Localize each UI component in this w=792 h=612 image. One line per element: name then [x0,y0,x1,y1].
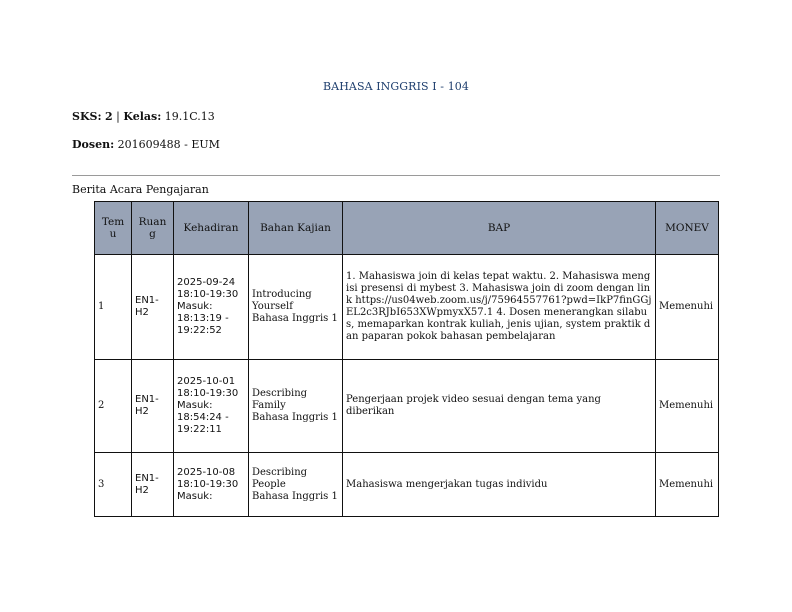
cell-bap: Pengerjaan projek video sesuai dengan tema yang diberikan [343,360,656,453]
kehadiran-masuk-start: 18:13:19 - [177,313,229,324]
cell-ruang: EN1-H2 [132,453,174,517]
bahan-line: Describing [252,466,308,478]
bap-table [94,201,719,517]
section-label: Berita Acara Pengajaran [72,183,209,196]
bahan-line: Introducing [252,289,312,300]
cell-kehadiran [174,255,249,360]
cell-temu: 3 [95,453,132,517]
dosen-value: 201609488 - EUM [117,138,220,151]
cell-kehadiran [174,453,249,517]
cell-bap: Mahasiswa mengerjakan tugas individu [343,453,656,517]
cell-monev: Memenuhi [656,360,719,453]
sks-value: 2 [105,110,113,123]
cell-ruang: EN1-H2 [132,360,174,453]
kehadiran-masuk-label: Masuk: [177,301,213,312]
kelas-value: 19.1C.13 [164,110,215,123]
kehadiran-masuk-start: 18:54:24 - [177,412,229,423]
header-bap: BAP [343,202,656,255]
header-temu: Tem u [95,202,132,255]
kehadiran-date: 2025-10-08 [177,466,236,478]
cell-bahan-kajian [249,360,343,453]
cell-monev: Memenuhi [656,255,719,360]
kelas-label: Kelas: [123,110,162,123]
cell-temu: 2 [95,360,132,453]
bahan-line: Yourself [252,301,293,312]
sks-separator: | [112,110,124,123]
kehadiran-time: 18:10-19:30 [177,289,239,300]
cell-bahan-kajian [249,255,343,360]
cell-monev: Memenuhi [656,453,719,517]
cell-ruang: EN1-H2 [132,255,174,360]
cell-kehadiran [174,360,249,453]
table-row [95,360,719,453]
bahan-line: People [252,478,286,490]
dosen-line [72,138,220,151]
sks-kelas-line [72,110,215,123]
dosen-label: Dosen: [72,138,115,151]
kehadiran-date: 2025-09-24 [177,277,236,288]
header-ruang: Ruan g [132,202,174,255]
bahan-line: Describing [252,388,308,399]
header-bahan-kajian: Bahan Kajian [249,202,343,255]
kehadiran-time: 18:10-19:30 [177,478,239,490]
header-kehadiran: Kehadiran [174,202,249,255]
bahan-line: Bahasa Inggris 1 [252,412,338,423]
header-monev: MONEV [656,202,719,255]
table-row [95,453,719,517]
bahan-line: Bahasa Inggris 1 [252,490,338,502]
kehadiran-time: 18:10-19:30 [177,388,239,399]
kehadiran-masuk-end: 19:22:11 [177,424,222,435]
kehadiran-date: 2025-10-01 [177,376,236,387]
table-row [95,255,719,360]
bahan-line: Bahasa Inggris 1 [252,313,338,324]
sks-label: SKS: [72,110,102,123]
cell-bahan-kajian [249,453,343,517]
kehadiran-masuk-label: Masuk: [177,400,213,411]
kehadiran-masuk-end: 19:22:52 [177,325,222,336]
cell-temu: 1 [95,255,132,360]
cell-bap: 1. Mahasiswa join di kelas tepat waktu. 2. Mahasiswa mengisi presensi di mybest 3. Mahasiswa join di zoom dengan link https://us04web.zoom.us/j/75964557761?pwd=IkP7finGGjEL2c3RJbI653XWpmyxX57.1 4. Dosen menerangkan silabus, memaparkan kontrak kuliah, jenis ujian, system praktik dan paparan pokok bahasan pembelajaran [343,255,656,360]
bahan-line: Family [252,400,286,411]
course-title: BAHASA INGGRIS I - 104 [323,80,469,93]
kehadiran-masuk-label: Masuk: [177,490,213,502]
divider [72,175,720,176]
table-header-row [95,202,719,255]
